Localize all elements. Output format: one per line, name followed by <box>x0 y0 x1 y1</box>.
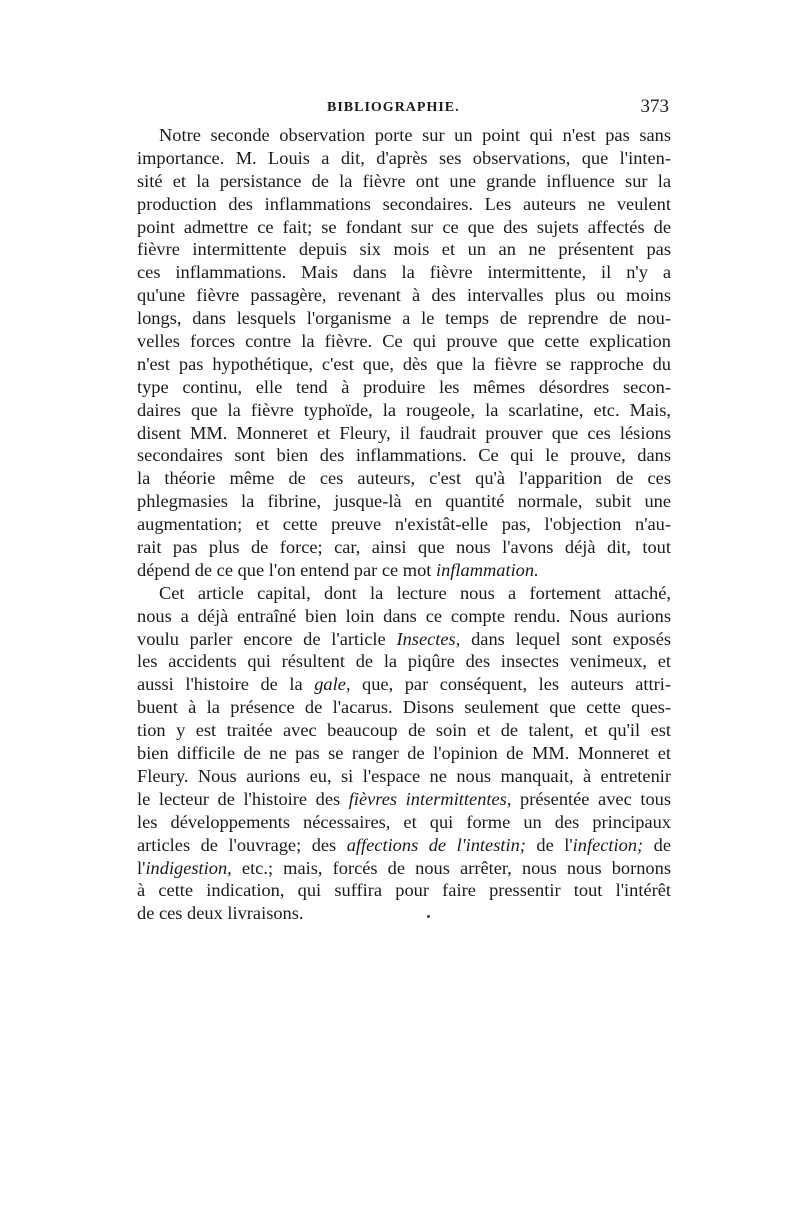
text-segment: point admettre ce fait; se fondant sur ce que des sujets affectés de <box>137 216 671 237</box>
text-line <box>137 284 671 307</box>
text-segment: dépend de ce que l'on entend par ce mot <box>137 559 436 580</box>
text-segment: présentée avec tous <box>511 788 671 809</box>
text-segment: l' <box>137 857 146 878</box>
body-text <box>137 124 671 925</box>
text-segment: secondaires sont bien des inflammations. Ce qui le prouve, dans <box>137 445 671 466</box>
running-title: BIBLIOGRAPHIE. <box>327 100 460 115</box>
text-line <box>137 628 671 651</box>
text-line <box>137 902 671 925</box>
page-number: 373 <box>640 96 669 117</box>
text-segment: ces inflammations. Mais dans la fièvre intermittente, il n'y a <box>137 262 671 283</box>
text-line <box>137 330 671 353</box>
text-segment: les développements nécessaires, et qui forme un des principaux <box>137 811 671 832</box>
text-segment: fièvre intermittente depuis six mois et un an ne présentent pas <box>137 239 671 260</box>
text-line <box>137 696 671 719</box>
text-line <box>137 170 671 193</box>
italic-text: affections de l'intestin; <box>346 834 526 855</box>
text-line <box>137 513 671 536</box>
text-segment: rait pas plus de force; car, ainsi que nous l'avons déjà dit, tout <box>137 537 671 558</box>
book-page <box>137 96 671 925</box>
text-line <box>137 536 671 559</box>
paragraph <box>137 582 671 925</box>
text-line <box>137 857 671 880</box>
text-segment: importance. M. Louis a dit, d'après ses observations, que l'inten- <box>137 147 671 168</box>
text-line <box>137 422 671 445</box>
italic-text: Insectes, <box>396 628 461 649</box>
text-line <box>137 673 671 696</box>
ink-dot <box>427 915 430 918</box>
text-segment: la théorie même de ces auteurs, c'est qu'à l'apparition de ces <box>137 468 671 489</box>
italic-text: fièvres intermittentes, <box>348 788 512 809</box>
text-segment: type continu, elle tend à produire les mêmes désordres secon- <box>137 376 671 397</box>
text-line <box>137 399 671 422</box>
text-line <box>137 147 671 170</box>
text-segment: à cette indication, qui suffira pour faire pressentir tout l'intérêt <box>137 880 671 901</box>
text-segment: dans lequel sont exposés <box>460 628 672 649</box>
text-segment: disent MM. Monneret et Fleury, il faudrait prouver que ces lésions <box>137 422 671 443</box>
running-head <box>137 96 671 124</box>
text-segment: de ces deux livraisons. <box>137 903 304 924</box>
text-line <box>137 811 671 834</box>
text-line <box>137 444 671 467</box>
text-line <box>137 216 671 239</box>
text-segment: le lecteur de l'histoire des <box>137 788 349 809</box>
text-line <box>137 307 671 330</box>
text-segment: production des inflammations secondaires. Les auteurs ne veulent <box>137 193 671 214</box>
text-line <box>137 376 671 399</box>
italic-text: inflammation. <box>435 559 539 580</box>
text-segment: Notre seconde observation porte sur un point qui n'est pas sans <box>159 125 671 145</box>
text-segment: de l' <box>525 834 573 855</box>
paragraph <box>137 124 671 582</box>
text-segment: etc.; mais, forcés de nous arrêter, nous nous bornons <box>231 857 671 878</box>
text-segment: les accidents qui résultent de la piqûre des insectes venimeux, et <box>137 651 671 672</box>
text-segment: sité et la persistance de la fièvre ont une grande influence sur la <box>137 170 671 191</box>
text-line <box>137 124 671 147</box>
text-line <box>137 834 671 857</box>
italic-text: indigestion, <box>145 857 232 878</box>
italic-text: gale, <box>314 674 351 695</box>
text-segment: phlegmasies la fibrine, jusque-là en quantité normale, subit une <box>137 491 671 512</box>
italic-text: infection; <box>572 834 644 855</box>
text-line <box>137 650 671 673</box>
text-line <box>137 879 671 902</box>
text-segment: aussi l'histoire de la <box>137 674 315 695</box>
text-line <box>137 559 671 582</box>
text-segment: tion y est traitée avec beaucoup de soin et de talent, et qu'il est <box>137 720 671 741</box>
text-segment: Cet article capital, dont la lecture nous a fortement attaché, <box>159 582 671 603</box>
text-line <box>137 765 671 788</box>
text-segment: voulu parler encore de l'article <box>137 628 397 649</box>
text-segment: Fleury. Nous aurions eu, si l'espace ne nous manquait, à entretenir <box>137 765 671 786</box>
text-line <box>137 742 671 765</box>
text-segment: nous a déjà entraîné bien loin dans ce compte rendu. Nous aurions <box>137 605 671 626</box>
text-segment: augmentation; et cette preuve n'existât-elle pas, l'objection n'au- <box>137 514 671 535</box>
text-line <box>137 193 671 216</box>
text-line <box>137 490 671 513</box>
text-segment: buent à la présence de l'acarus. Disons seulement que cette ques- <box>137 697 671 718</box>
text-segment: longs, dans lesquels l'organisme a le temps de reprendre de nou- <box>137 308 671 329</box>
text-segment: bien difficile de ne pas se ranger de l'opinion de MM. Monneret et <box>137 743 671 764</box>
text-line <box>137 261 671 284</box>
text-line <box>137 719 671 742</box>
text-line <box>137 467 671 490</box>
text-line <box>137 238 671 261</box>
text-segment: n'est pas hypothétique, c'est que, dès que la fièvre se rapproche du <box>137 353 671 374</box>
text-segment: de <box>643 834 672 855</box>
text-segment: que, par conséquent, les auteurs attri- <box>350 674 672 695</box>
text-segment: qu'une fièvre passagère, revenant à des intervalles plus ou moins <box>137 285 671 306</box>
text-segment: velles forces contre la fièvre. Ce qui prouve que cette explication <box>137 331 671 352</box>
text-segment: articles de l'ouvrage; des <box>137 834 347 855</box>
text-line <box>137 353 671 376</box>
text-line <box>137 788 671 811</box>
text-line <box>137 582 671 605</box>
text-line <box>137 605 671 628</box>
text-segment: daires que la fièvre typhoïde, la rougeole, la scarlatine, etc. Mais, <box>137 399 671 420</box>
